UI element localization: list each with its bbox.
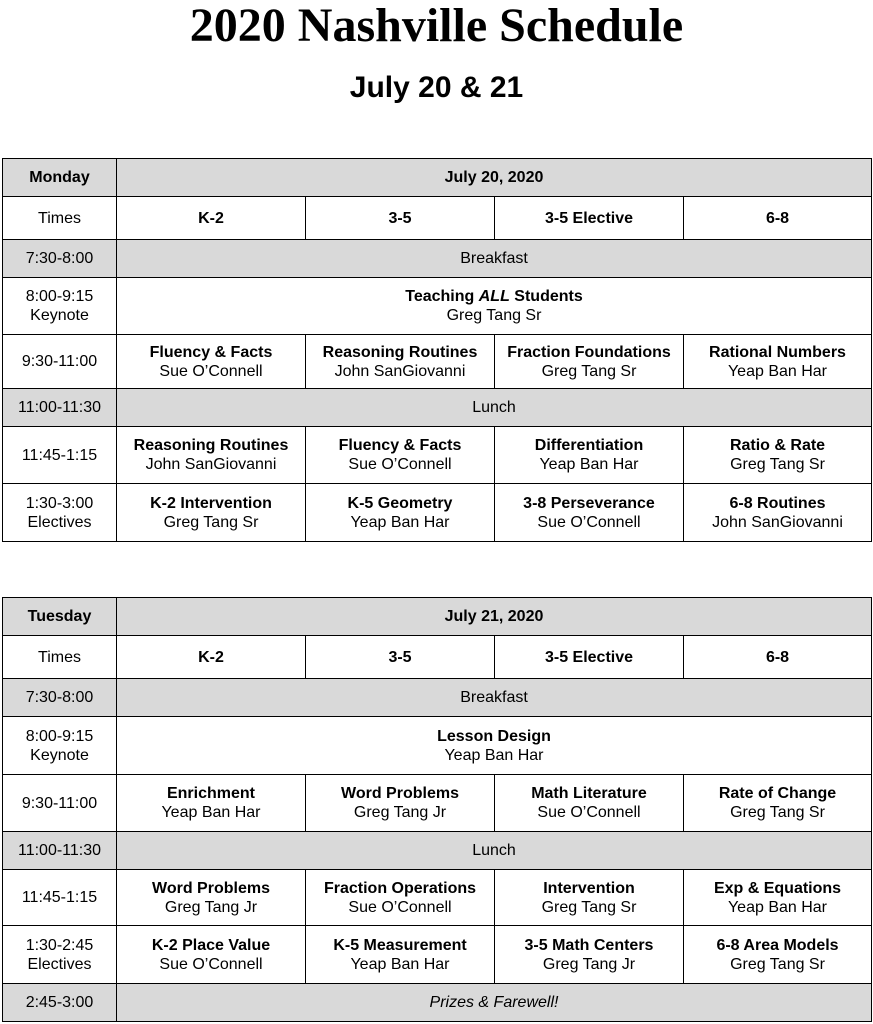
grade-6-8: 6-8	[684, 197, 872, 240]
grade-k2: K-2	[117, 197, 306, 240]
lunch-row	[3, 832, 872, 870]
monday-schedule-table	[2, 158, 872, 542]
elective-cell: 3-8 Perseverance Sue O’Connell	[495, 484, 684, 542]
grade-3-5-elective: 3-5 Elective	[495, 197, 684, 240]
electives-row	[3, 926, 872, 984]
date-label: July 20, 2020	[117, 159, 872, 197]
electives-row	[3, 484, 872, 542]
breakfast-row	[3, 679, 872, 717]
time-cell: 9:30-11:00	[3, 335, 117, 389]
breakfast-label: Breakfast	[117, 679, 872, 717]
time-cell: 7:30-8:00	[3, 240, 117, 278]
grades-row	[3, 636, 872, 679]
keynote-row	[3, 717, 872, 775]
page-title: 2020 Nashville Schedule	[189, 0, 684, 52]
page-subtitle: July 20 & 21	[349, 71, 524, 104]
keynote-session: Teaching ALL Students Greg Tang Sr	[117, 278, 872, 335]
session-row-morning	[3, 775, 872, 832]
date-label: July 21, 2020	[117, 598, 872, 636]
keynote-row	[3, 278, 872, 335]
elective-cell: K-5 Measurement Yeap Ban Har	[306, 926, 495, 984]
farewell-label: Prizes & Farewell!	[117, 984, 872, 1022]
grade-3-5: 3-5	[306, 636, 495, 679]
session-cell: Exp & Equations Yeap Ban Har	[684, 870, 872, 926]
session-cell: Word Problems Greg Tang Jr	[117, 870, 306, 926]
tuesday-schedule-table	[2, 597, 872, 1022]
session-cell: Math Literature Sue O’Connell	[495, 775, 684, 832]
breakfast-row	[3, 240, 872, 278]
times-label: Times	[3, 636, 117, 679]
session-row-afternoon	[3, 870, 872, 926]
session-cell: Reasoning Routines John SanGiovanni	[117, 427, 306, 484]
elective-cell: 6-8 Area Models Greg Tang Sr	[684, 926, 872, 984]
session-cell: Reasoning Routines John SanGiovanni	[306, 335, 495, 389]
session-cell: Fraction Foundations Greg Tang Sr	[495, 335, 684, 389]
session-cell: Intervention Greg Tang Sr	[495, 870, 684, 926]
times-label: Times	[3, 197, 117, 240]
time-cell: 9:30-11:00	[3, 775, 117, 832]
day-label: Monday	[3, 159, 117, 197]
session-cell: Fraction Operations Sue O’Connell	[306, 870, 495, 926]
lunch-row	[3, 389, 872, 427]
time-cell: 7:30-8:00	[3, 679, 117, 717]
day-label: Tuesday	[3, 598, 117, 636]
time-cell: 1:30-3:00 Electives	[3, 484, 117, 542]
time-cell: 8:00-9:15 Keynote	[3, 717, 117, 775]
lunch-label: Lunch	[117, 832, 872, 870]
keynote-session: Lesson Design Yeap Ban Har	[117, 717, 872, 775]
session-row-morning	[3, 335, 872, 389]
elective-cell: K-5 Geometry Yeap Ban Har	[306, 484, 495, 542]
grade-3-5: 3-5	[306, 197, 495, 240]
elective-cell: K-2 Intervention Greg Tang Sr	[117, 484, 306, 542]
session-cell: Fluency & Facts Sue O’Connell	[117, 335, 306, 389]
grade-k2: K-2	[117, 636, 306, 679]
time-cell: 11:00-11:30	[3, 389, 117, 427]
grade-6-8: 6-8	[684, 636, 872, 679]
table-header-row	[3, 598, 872, 636]
grades-row	[3, 197, 872, 240]
session-cell: Enrichment Yeap Ban Har	[117, 775, 306, 832]
elective-cell: K-2 Place Value Sue O’Connell	[117, 926, 306, 984]
elective-cell: 6-8 Routines John SanGiovanni	[684, 484, 872, 542]
lunch-label: Lunch	[117, 389, 872, 427]
session-cell: Rate of Change Greg Tang Sr	[684, 775, 872, 832]
session-cell: Fluency & Facts Sue O’Connell	[306, 427, 495, 484]
breakfast-label: Breakfast	[117, 240, 872, 278]
time-cell: 11:00-11:30	[3, 832, 117, 870]
grade-3-5-elective: 3-5 Elective	[495, 636, 684, 679]
session-cell: Ratio & Rate Greg Tang Sr	[684, 427, 872, 484]
table-header-row	[3, 159, 872, 197]
time-cell: 2:45-3:00	[3, 984, 117, 1022]
time-cell: 11:45-1:15	[3, 870, 117, 926]
time-cell: 8:00-9:15 Keynote	[3, 278, 117, 335]
session-cell: Differentiation Yeap Ban Har	[495, 427, 684, 484]
elective-cell: 3-5 Math Centers Greg Tang Jr	[495, 926, 684, 984]
session-row-afternoon	[3, 427, 872, 484]
time-cell: 1:30-2:45 Electives	[3, 926, 117, 984]
farewell-row	[3, 984, 872, 1022]
session-cell: Rational Numbers Yeap Ban Har	[684, 335, 872, 389]
session-cell: Word Problems Greg Tang Jr	[306, 775, 495, 832]
time-cell: 11:45-1:15	[3, 427, 117, 484]
